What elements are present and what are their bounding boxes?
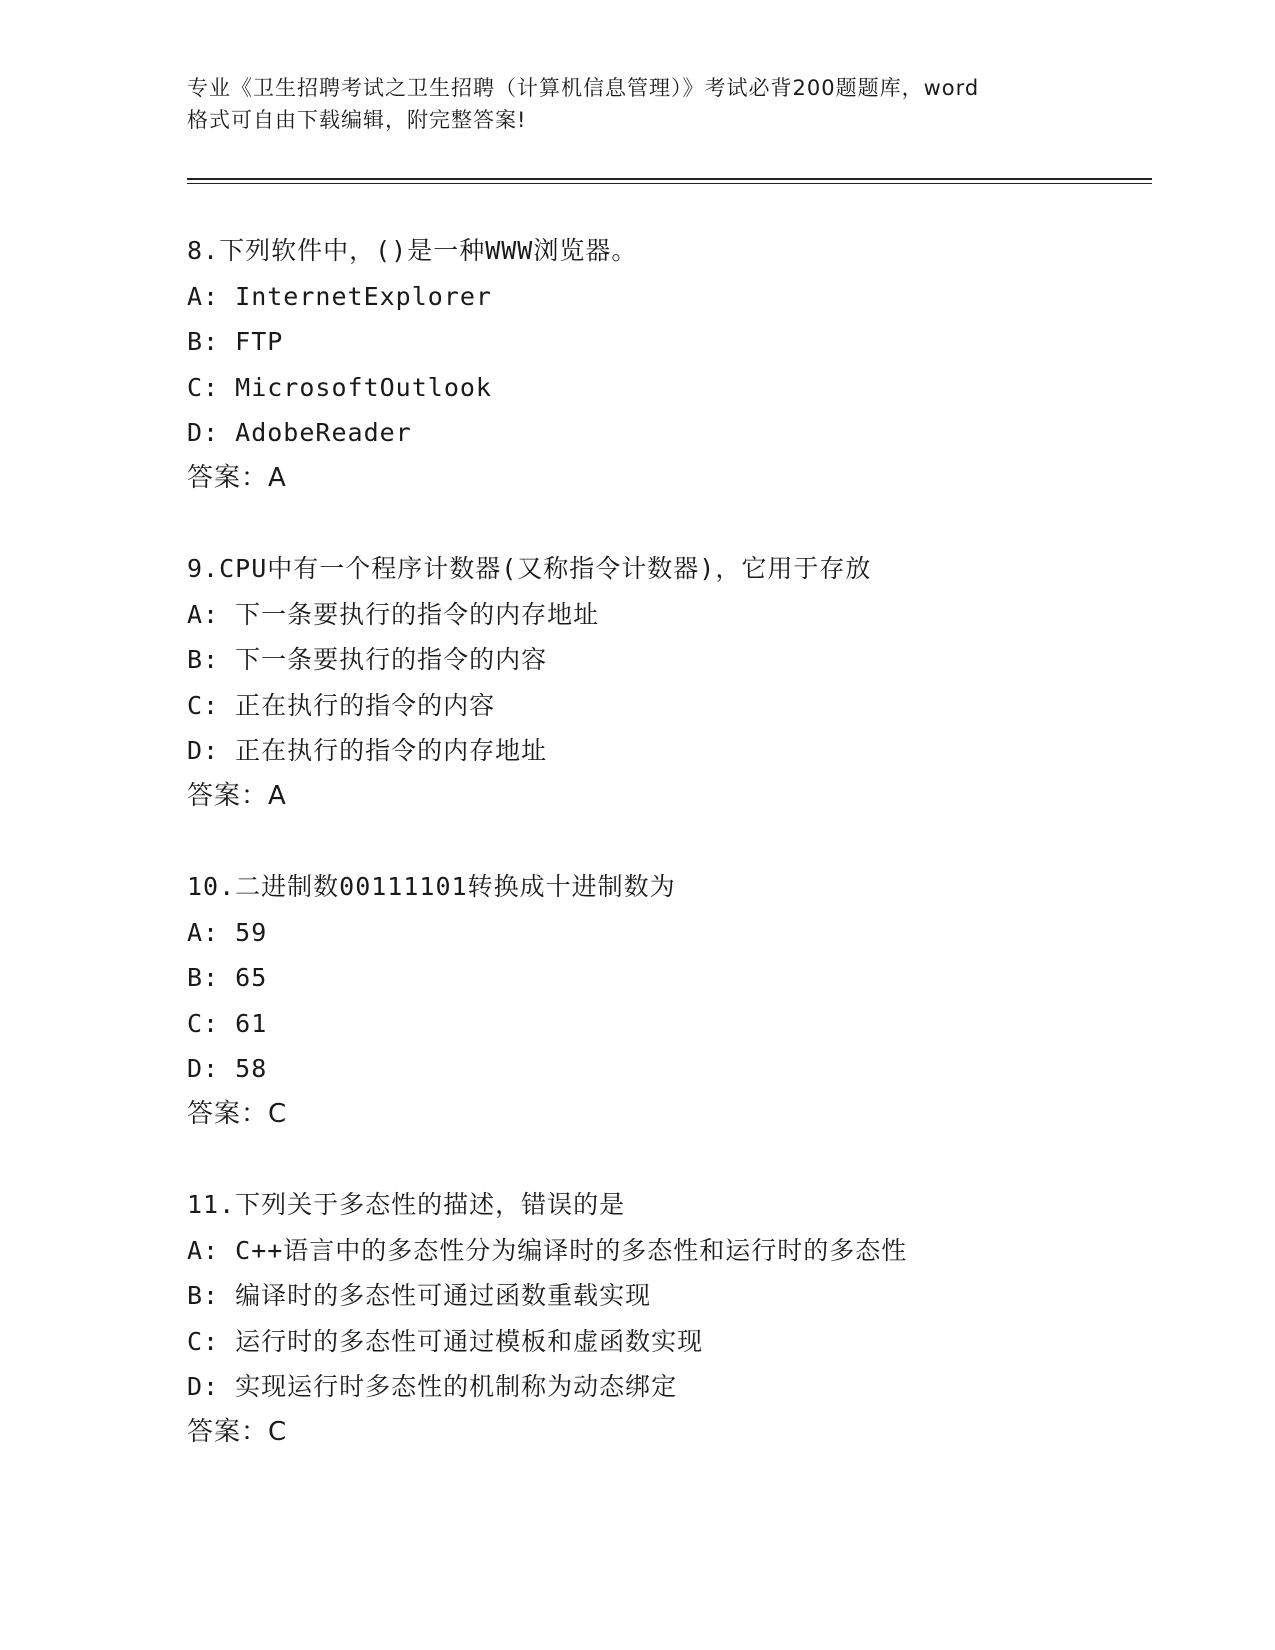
question-stem: 8.下列软件中，()是一种WWW浏览器。 xyxy=(187,236,638,265)
option-a: A: C++语言中的多态性分为编译时的多态性和运行时的多态性 xyxy=(187,1235,908,1265)
header-divider-thin xyxy=(187,183,1152,184)
option-b: B: 65 xyxy=(187,963,268,992)
answer-label: 答案：A xyxy=(187,780,287,811)
option-d: D: 58 xyxy=(187,1054,268,1083)
question-11 xyxy=(187,1182,1167,1455)
header-divider-thick xyxy=(187,178,1152,180)
header-line-1: 专业《卫生招聘考试之卫生招聘（计算机信息管理）》考试必背200题题库，word xyxy=(187,76,980,100)
option-d: D: 正在执行的指令的内存地址 xyxy=(187,736,548,765)
document-header xyxy=(187,72,1087,136)
option-b: B: FTP xyxy=(187,327,284,356)
option-c: C: MicrosoftOutlook xyxy=(187,372,492,402)
question-stem: 11.下列关于多态性的描述，错误的是 xyxy=(187,1190,626,1219)
answer-label: 答案：C xyxy=(187,1098,288,1129)
header-line-2: 格式可自由下载编辑，附完整答案! xyxy=(187,108,527,132)
option-b: B: 下一条要执行的指令的内容 xyxy=(187,645,548,674)
question-9 xyxy=(187,546,1167,819)
option-c: C: 61 xyxy=(187,1008,268,1038)
option-b: B: 编译时的多态性可通过函数重载实现 xyxy=(187,1281,652,1310)
question-stem: 9.CPU中有一个程序计数器(又称指令计数器)，它用于存放 xyxy=(187,554,872,583)
option-c: C: 运行时的多态性可通过模板和虚函数实现 xyxy=(187,1326,704,1356)
question-10 xyxy=(187,864,1167,1137)
option-d: D: AdobeReader xyxy=(187,418,412,447)
option-a: A: InternetExplorer xyxy=(187,281,492,311)
option-d: D: 实现运行时多态性的机制称为动态绑定 xyxy=(187,1372,678,1401)
option-a: A: 下一条要执行的指令的内存地址 xyxy=(187,599,600,629)
option-a: A: 59 xyxy=(187,917,268,947)
answer-label: 答案：A xyxy=(187,462,287,493)
option-c: C: 正在执行的指令的内容 xyxy=(187,690,496,720)
answer-label: 答案：C xyxy=(187,1416,288,1447)
question-8 xyxy=(187,228,1167,501)
question-stem: 10.二进制数00111101转换成十进制数为 xyxy=(187,872,676,901)
